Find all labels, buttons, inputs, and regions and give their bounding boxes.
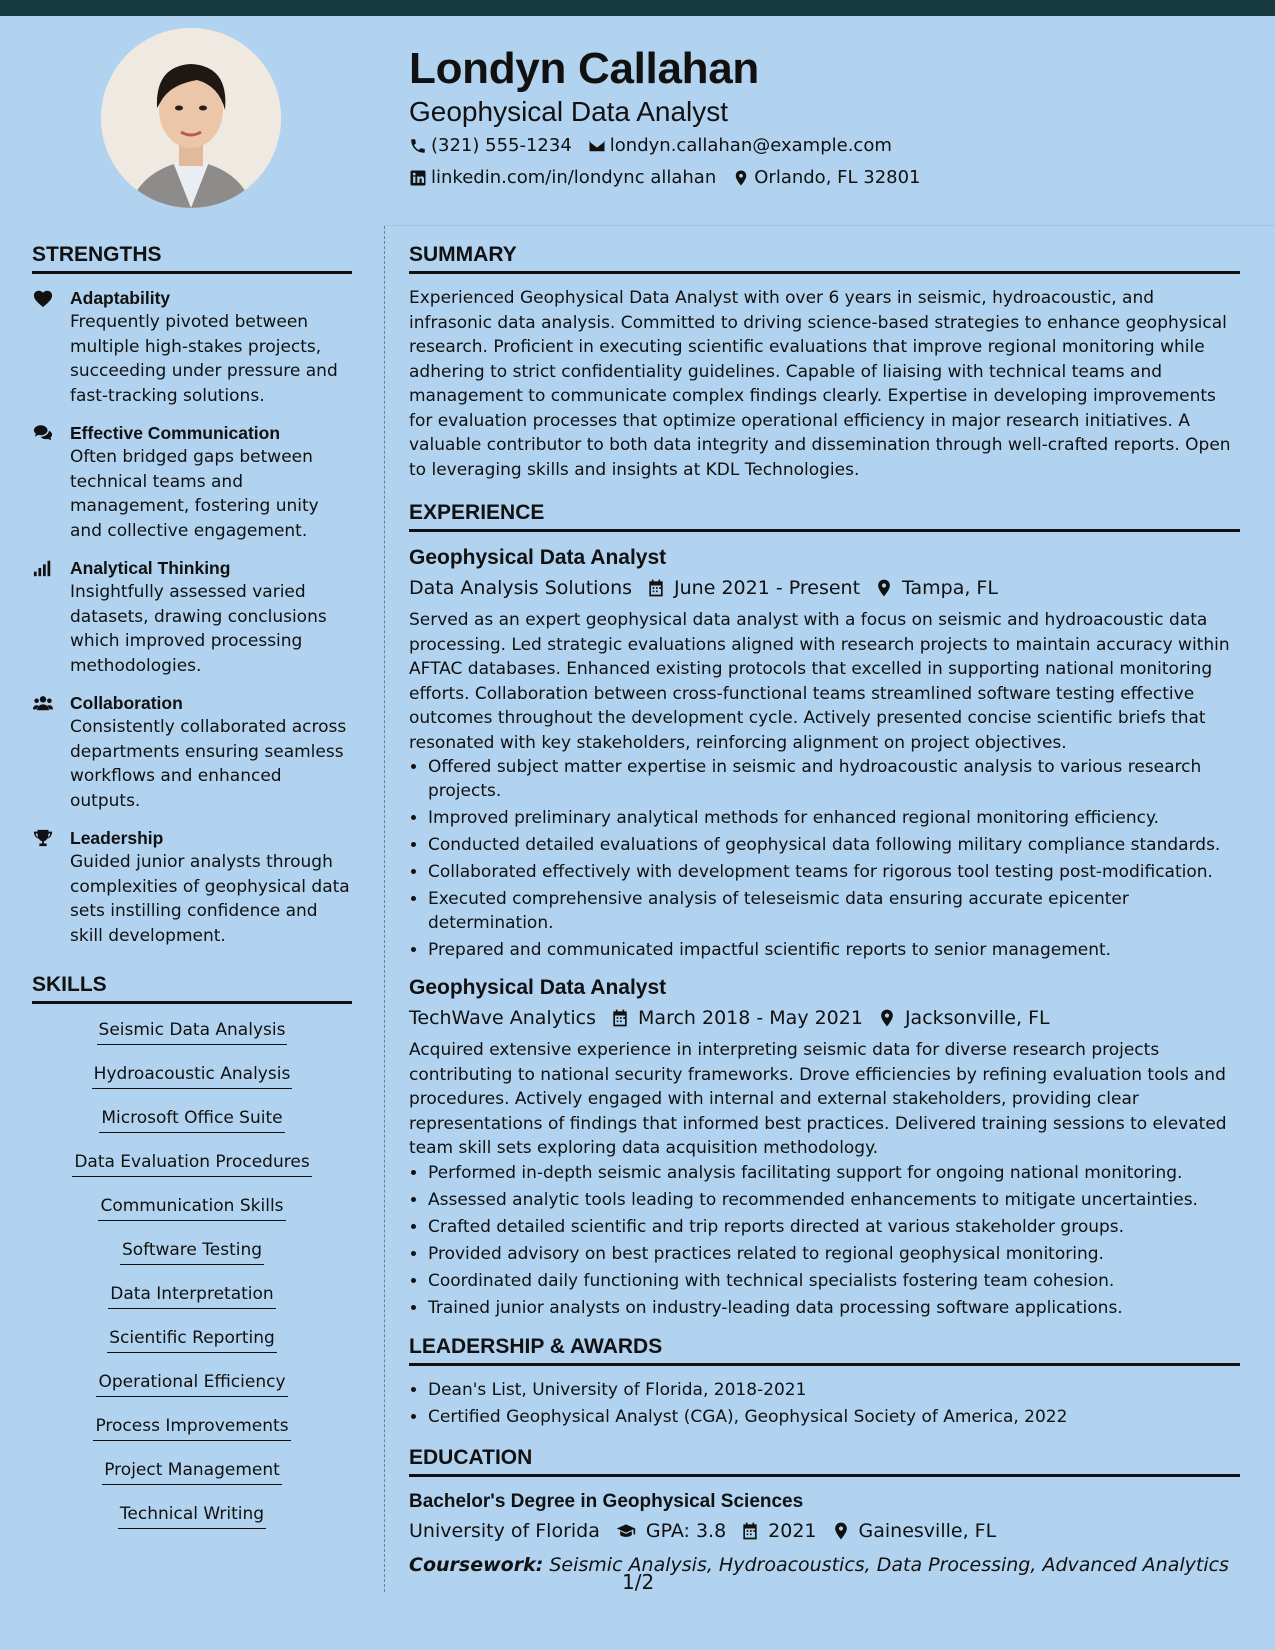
bullet-item: • Coordinated daily functioning with technical specialists fostering team cohesion. bbox=[428, 1269, 1240, 1293]
education-meta bbox=[409, 1517, 1240, 1545]
skills-list bbox=[32, 1018, 352, 1546]
job-meta bbox=[409, 574, 1240, 602]
job-location: Jacksonville, FL bbox=[904, 1007, 1050, 1029]
calendar-icon bbox=[740, 1521, 760, 1541]
avatar-photo bbox=[101, 28, 281, 208]
job-location: Tampa, FL bbox=[902, 577, 998, 599]
strength-item bbox=[32, 691, 352, 813]
candidate-name: Londyn Callahan bbox=[409, 44, 759, 93]
strength-desc: Frequently pivoted between multiple high-stakes projects, succeeding under pressure and fast-tracking solutions. bbox=[70, 312, 338, 406]
bullet-item: • Trained junior analysts on industry-leading data processing software applications. bbox=[428, 1296, 1240, 1320]
envelope-icon bbox=[588, 137, 606, 155]
skill-item: Software Testing bbox=[120, 1238, 264, 1265]
location-text: Orlando, FL 32801 bbox=[754, 167, 921, 188]
strength-desc: Insightfully assessed varied datasets, drawing conclusions which improved processing methodologies. bbox=[70, 582, 327, 676]
strength-desc: Often bridged gaps between technical teams and management, fostering unity and collective engagement. bbox=[70, 447, 319, 541]
comments-icon bbox=[32, 423, 54, 443]
strength-name: Effective Communication bbox=[70, 423, 281, 443]
skill-item: Seismic Data Analysis bbox=[97, 1018, 288, 1045]
map-pin-icon bbox=[874, 578, 894, 598]
phone-icon bbox=[409, 137, 427, 155]
heart-icon bbox=[32, 288, 54, 308]
skill-item: Technical Writing bbox=[118, 1502, 266, 1529]
right-column bbox=[409, 240, 1240, 1579]
coursework-label: Coursework: bbox=[409, 1553, 544, 1576]
contact-row-2 bbox=[409, 166, 1239, 190]
strength-desc: Guided junior analysts through complexities of geophysical data sets instilling confidence and skill development. bbox=[70, 852, 350, 946]
school-name: University of Florida bbox=[409, 1519, 600, 1542]
award-item: • Dean's List, University of Florida, 2018-2021 bbox=[428, 1378, 1240, 1402]
awards-list bbox=[409, 1378, 1240, 1429]
degree-name: Bachelor's Degree in Geophysical Sciences bbox=[409, 1490, 804, 1512]
education-heading: EDUCATION bbox=[409, 1443, 1240, 1477]
skill-item: Microsoft Office Suite bbox=[99, 1106, 284, 1133]
job-dates: March 2018 - May 2021 bbox=[638, 1007, 863, 1029]
skill-item: Communication Skills bbox=[98, 1194, 285, 1221]
bullet-item: • Provided advisory on best practices related to regional geophysical monitoring. bbox=[428, 1242, 1240, 1266]
strengths-heading: STRENGTHS bbox=[32, 240, 352, 274]
job-company: TechWave Analytics bbox=[409, 1007, 597, 1029]
coursework bbox=[409, 1551, 1240, 1579]
linkedin-icon bbox=[409, 169, 427, 187]
skill-item: Operational Efficiency bbox=[96, 1370, 287, 1397]
strength-name: Adaptability bbox=[70, 288, 171, 308]
experience-heading: EXPERIENCE bbox=[409, 498, 1240, 532]
job-title: Geophysical Data Analyst bbox=[409, 546, 667, 569]
job-company: Data Analysis Solutions bbox=[409, 577, 633, 599]
graduation-year: 2021 bbox=[768, 1519, 817, 1542]
header-divider bbox=[384, 225, 1275, 226]
strength-item bbox=[32, 421, 352, 543]
job-description: Served as an expert geophysical data analyst with a focus on seismic and hydroacoustic data processing. Led strategic evaluations aligned with research projects to maintain accuracy within AFTAC databases. Enhanced existing protocols that excelled in supporting national monitoring efforts. Collaboration between cross-functional teams streamlined software testing effective outcomes throughout the development cycle. Actively presented concise scientific briefs that resonated with key stakeholders, reinforcing alignment on project objectives. bbox=[409, 610, 1230, 753]
school-location: Gainesville, FL bbox=[858, 1519, 997, 1542]
phone-text: (321) 555-1234 bbox=[431, 135, 572, 156]
bullet-item: • Assessed analytic tools leading to recommended enhancements to mitigate uncertainties. bbox=[428, 1188, 1240, 1212]
awards-heading: LEADERSHIP & AWARDS bbox=[409, 1332, 1240, 1366]
job-description: Acquired extensive experience in interpreting seismic data for diverse research projects contributing to national security frameworks. Drove efficiencies by refining evaluation tools and procedures. Actively engaged with internal and external stakeholders, providing clear representations of findings that informed best practices. Delivered training sessions to elevated team skill sets exploring data acquisition methodology. bbox=[409, 1040, 1227, 1158]
job-entry bbox=[409, 544, 1240, 962]
resume-header bbox=[409, 42, 1239, 190]
strength-item bbox=[32, 286, 352, 408]
calendar-icon bbox=[610, 1008, 630, 1028]
job-dates: June 2021 - Present bbox=[674, 577, 861, 599]
award-item: • Certified Geophysical Analyst (CGA), Geophysical Society of America, 2022 bbox=[428, 1405, 1240, 1429]
skill-item: Data Interpretation bbox=[108, 1282, 275, 1309]
users-icon bbox=[32, 693, 54, 713]
job-bullets bbox=[409, 755, 1240, 962]
phone-contact bbox=[409, 134, 572, 158]
email-text[interactable]: londyn.callahan@example.com bbox=[609, 135, 892, 156]
gpa-text: GPA: 3.8 bbox=[645, 1519, 727, 1542]
email-contact[interactable] bbox=[588, 134, 892, 158]
skill-item: Project Management bbox=[102, 1458, 282, 1485]
avatar bbox=[101, 28, 281, 208]
strength-name: Analytical Thinking bbox=[70, 558, 231, 578]
calendar-icon bbox=[646, 578, 666, 598]
bullet-item: • Crafted detailed scientific and trip reports directed at various stakeholder groups. bbox=[428, 1215, 1240, 1239]
map-pin-icon bbox=[877, 1008, 897, 1028]
bullet-item: • Executed comprehensive analysis of teleseismic data ensuring accurate epicenter determination. bbox=[428, 887, 1240, 935]
bullet-item: • Conducted detailed evaluations of geophysical data following military compliance standards. bbox=[428, 833, 1240, 857]
top-bar bbox=[0, 0, 1275, 16]
location-contact bbox=[732, 166, 920, 190]
bullet-item: • Performed in-depth seismic analysis facilitating support for ongoing national monitoring. bbox=[428, 1161, 1240, 1185]
page-number: 1/2 bbox=[622, 1570, 655, 1594]
job-entry bbox=[409, 974, 1240, 1320]
skill-item: Process Improvements bbox=[93, 1414, 290, 1441]
linkedin-text[interactable]: linkedin.com/in/londync allahan bbox=[431, 167, 717, 188]
trophy-icon bbox=[32, 828, 54, 848]
left-column bbox=[32, 240, 352, 1546]
map-pin-icon bbox=[831, 1521, 851, 1541]
skill-item: Scientific Reporting bbox=[107, 1326, 277, 1353]
job-title: Geophysical Data Analyst bbox=[409, 976, 667, 999]
skill-item: Hydroacoustic Analysis bbox=[92, 1062, 293, 1089]
linkedin-contact[interactable] bbox=[409, 166, 716, 190]
summary-text: Experienced Geophysical Data Analyst with over 6 years in seismic, hydroacoustic, and infrasonic data analysis. Committed to driving science-based strategies to enhance geophysical research. Proficient in executing scientific evaluations that improve regional monitoring while adhering to strict confidentiality guidelines. Capable of liaising with technical teams and management to communicate complex findings clearly. Expertise in developing improvements for evaluation processes that optimize operational efficiency in major research initiatives. A valuable contributor to both data integrity and dissemination through well-crafted reports. Open to leveraging skills and insights at KDL Technologies. bbox=[409, 288, 1231, 480]
strength-desc: Consistently collaborated across departments ensuring seamless workflows and enhanced outputs. bbox=[70, 717, 347, 811]
job-bullets bbox=[409, 1161, 1240, 1320]
bullet-item: • Prepared and communicated impactful scientific reports to senior management. bbox=[428, 938, 1240, 962]
coursework-text: Seismic Analysis, Hydroacoustics, Data Processing, Advanced Analytics bbox=[549, 1553, 1229, 1576]
candidate-title: Geophysical Data Analyst bbox=[409, 96, 729, 127]
bullet-item: • Offered subject matter expertise in seismic and hydroacoustic analysis to various research projects. bbox=[428, 755, 1240, 803]
summary-heading: SUMMARY bbox=[409, 240, 1240, 274]
graduation-cap-icon bbox=[614, 1521, 638, 1541]
strength-item bbox=[32, 826, 352, 948]
signal-bars-icon bbox=[32, 558, 54, 578]
skills-heading: SKILLS bbox=[32, 970, 352, 1004]
bullet-item: • Improved preliminary analytical methods for enhanced regional monitoring efficiency. bbox=[428, 806, 1240, 830]
strength-name: Collaboration bbox=[70, 693, 183, 713]
contact-row-1 bbox=[409, 134, 1239, 158]
skill-item: Data Evaluation Procedures bbox=[72, 1150, 311, 1177]
strength-item bbox=[32, 556, 352, 678]
strength-name: Leadership bbox=[70, 828, 164, 848]
job-meta bbox=[409, 1004, 1240, 1032]
bullet-item: • Collaborated effectively with development teams for rigorous tool testing post-modification. bbox=[428, 860, 1240, 884]
map-pin-icon bbox=[732, 169, 750, 187]
column-divider bbox=[384, 226, 385, 1592]
